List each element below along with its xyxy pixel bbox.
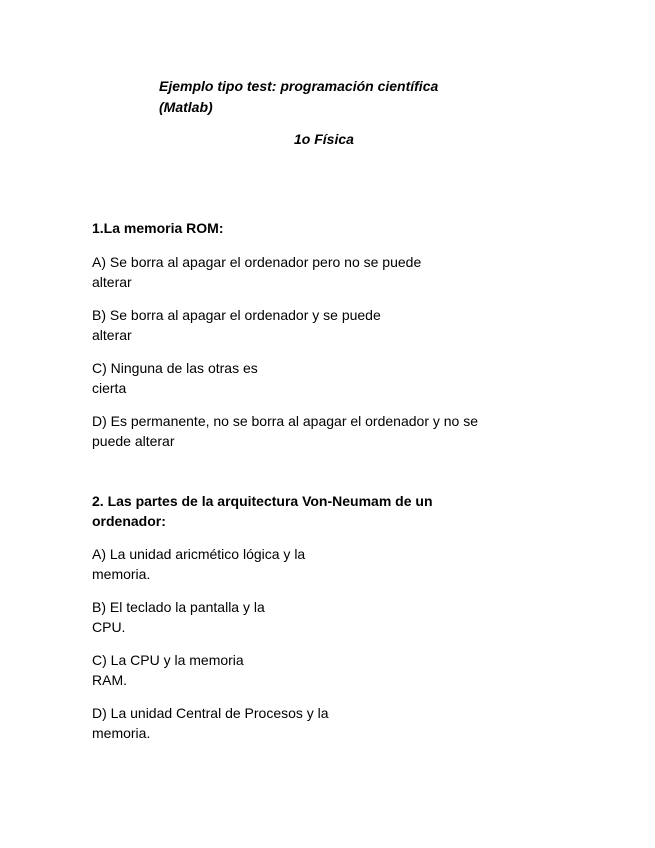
title-line-2: (Matlab) <box>159 99 213 115</box>
option-line: alterar <box>92 327 132 343</box>
question-1-option-c[interactable] <box>92 358 532 398</box>
question-1-option-b[interactable] <box>92 305 532 345</box>
document-title <box>159 76 479 118</box>
question-2-option-b[interactable] <box>92 597 532 637</box>
question-1-option-d[interactable] <box>92 411 532 451</box>
option-line: cierta <box>92 380 127 396</box>
option-line: alterar <box>92 274 132 290</box>
option-line: C) Ninguna de las otras es <box>92 360 258 376</box>
option-line: C) La CPU y la memoria <box>92 652 244 668</box>
option-line: A) Se borra al apagar el ordenador pero no se puede <box>92 254 422 270</box>
option-line: D) Es permanente, no se borra al apagar el ordenador y no se <box>92 413 479 429</box>
question-2-heading-line-1: 2. Las partes de la arquitectura Von-Neumam de un <box>92 493 433 509</box>
option-line: D) La unidad Central de Procesos y la <box>92 705 329 721</box>
option-line: CPU. <box>92 619 126 635</box>
option-line: A) La unidad aricmético lógica y la <box>92 546 306 562</box>
question-2-option-d[interactable] <box>92 703 532 743</box>
option-line: B) Se borra al apagar el ordenador y se puede <box>92 307 381 323</box>
option-line: RAM. <box>92 672 127 688</box>
option-line: memoria. <box>92 566 151 582</box>
question-1-option-a[interactable] <box>92 252 532 292</box>
document-subtitle: 1o Física <box>294 131 354 147</box>
option-line: puede alterar <box>92 433 175 449</box>
question-2-heading-line-2: ordenador: <box>92 513 166 529</box>
option-line: memoria. <box>92 725 151 741</box>
question-2 <box>92 491 532 743</box>
question-2-option-c[interactable] <box>92 650 532 690</box>
question-2-option-a[interactable] <box>92 544 532 584</box>
question-1-heading: 1.La memoria ROM: <box>92 220 224 236</box>
option-line: B) El teclado la pantalla y la <box>92 599 265 615</box>
title-line-1: Ejemplo tipo test: programación científica <box>159 78 439 94</box>
question-1 <box>92 218 532 451</box>
